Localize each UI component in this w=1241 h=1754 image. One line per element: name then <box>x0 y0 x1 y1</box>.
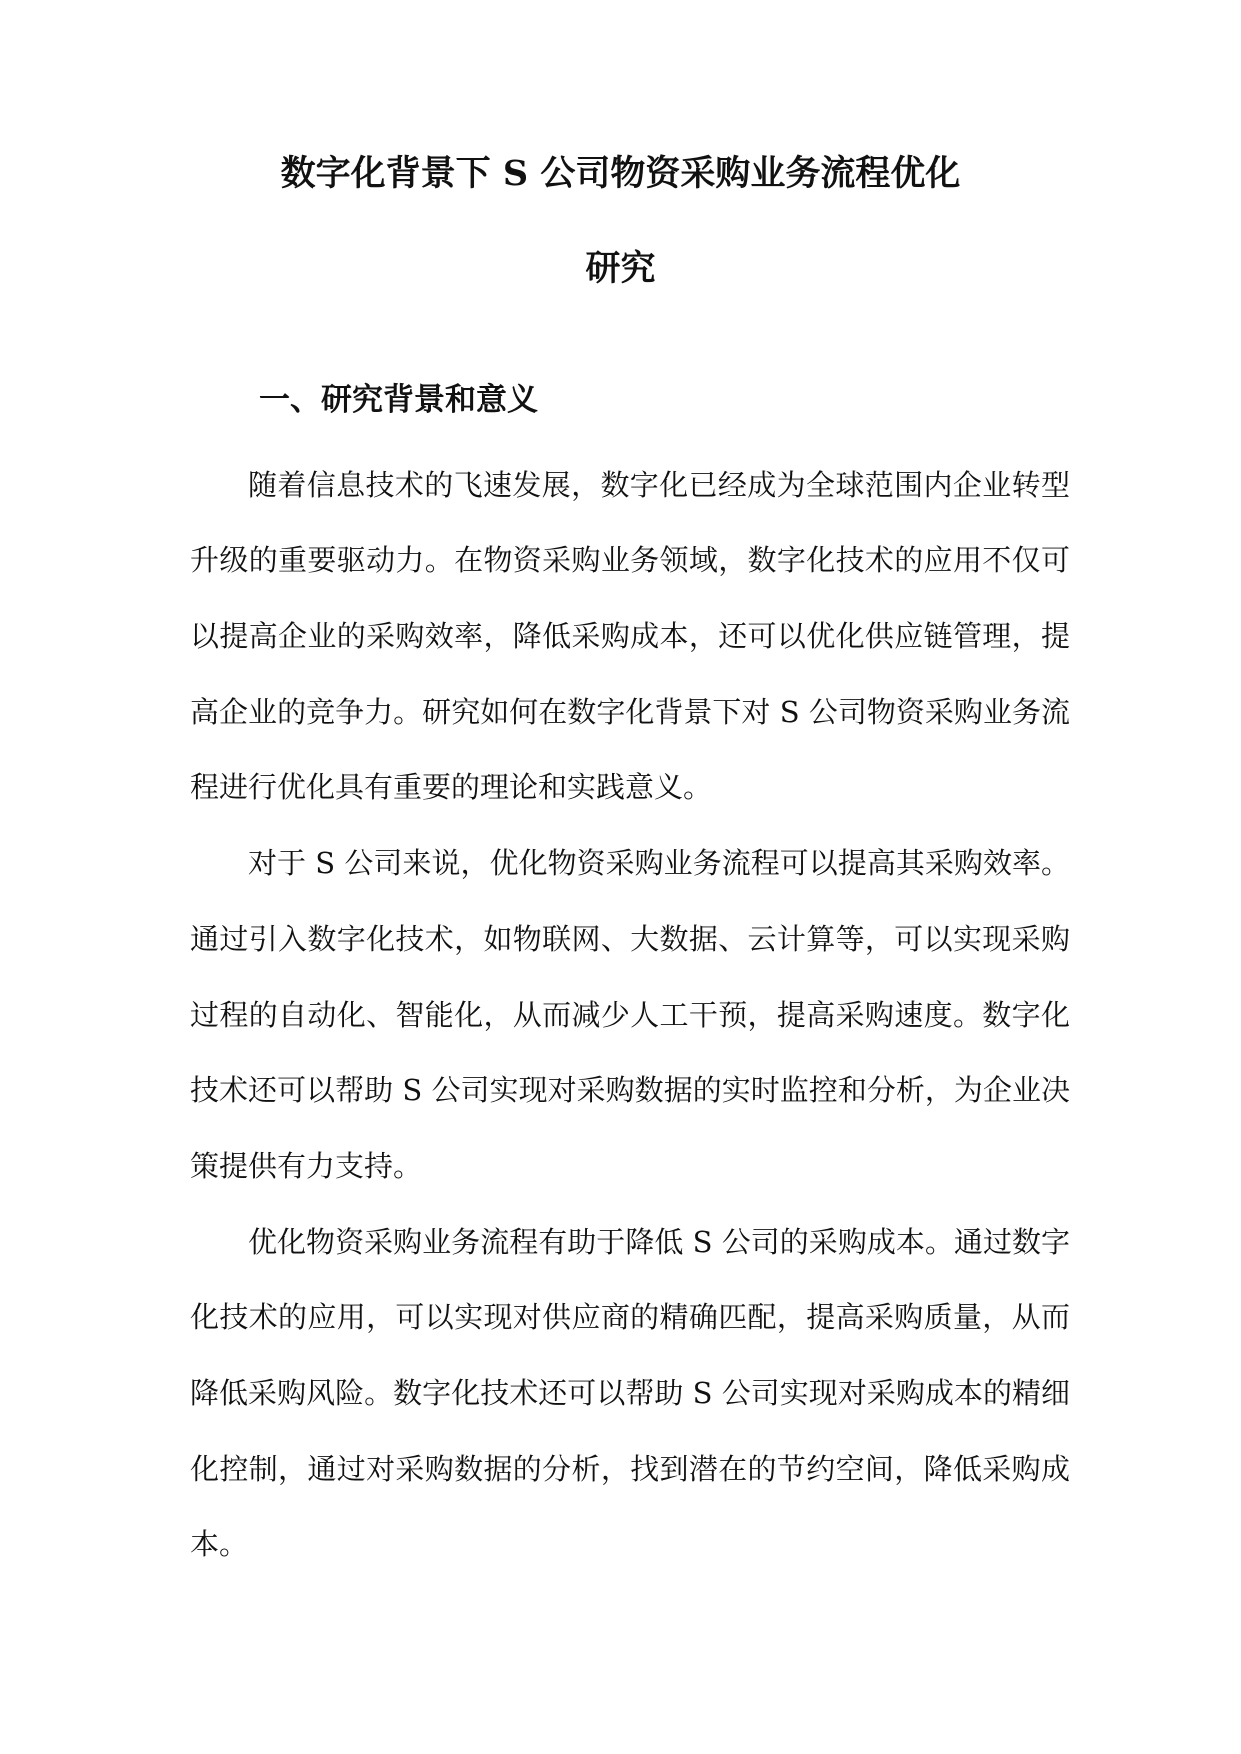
paragraph-line: 技术还可以帮助 S 公司实现对采购数据的实时监控和分析，为企业决 <box>190 1073 1070 1107</box>
paragraph-line: 对于 S 公司来说，优化物资采购业务流程可以提高其采购效率。 <box>248 846 1070 880</box>
document-title-line-1: 数字化背景下 S 公司物资采购业务流程优化 <box>280 153 961 194</box>
paragraph-line: 高企业的竞争力。研究如何在数字化背景下对 S 公司物资采购业务流 <box>190 695 1070 729</box>
paragraph-line: 升级的重要驱动力。在物资采购业务领域，数字化技术的应用不仅可 <box>190 543 1070 577</box>
paragraph-line: 过程的自动化、智能化，从而减少人工干预，提高采购速度。数字化 <box>190 998 1070 1032</box>
paragraph-line: 以提高企业的采购效率，降低采购成本，还可以优化供应链管理，提 <box>190 619 1070 653</box>
paragraph-line: 策提供有力支持。 <box>190 1149 423 1183</box>
paragraph-line: 随着信息技术的飞速发展，数字化已经成为全球范围内企业转型 <box>248 468 1070 502</box>
paragraph-line: 优化物资采购业务流程有助于降低 S 公司的采购成本。通过数字 <box>248 1225 1070 1259</box>
paragraph-line: 通过引入数字化技术，如物联网、大数据、云计算等，可以实现采购 <box>190 922 1070 956</box>
paragraph-line: 降低采购风险。数字化技术还可以帮助 S 公司实现对采购成本的精细 <box>190 1376 1070 1410</box>
paragraph-line: 化技术的应用，可以实现对供应商的精确匹配，提高采购质量，从而 <box>190 1300 1070 1334</box>
paragraph-line: 本。 <box>190 1527 249 1561</box>
section-heading: 一、研究背景和意义 <box>259 382 538 418</box>
document-title-line-2: 研究 <box>585 248 656 289</box>
paragraph-line: 程进行优化具有重要的理论和实践意义。 <box>190 770 713 804</box>
paragraph-line: 化控制，通过对采购数据的分析，找到潜在的节约空间，降低采购成 <box>190 1452 1070 1486</box>
